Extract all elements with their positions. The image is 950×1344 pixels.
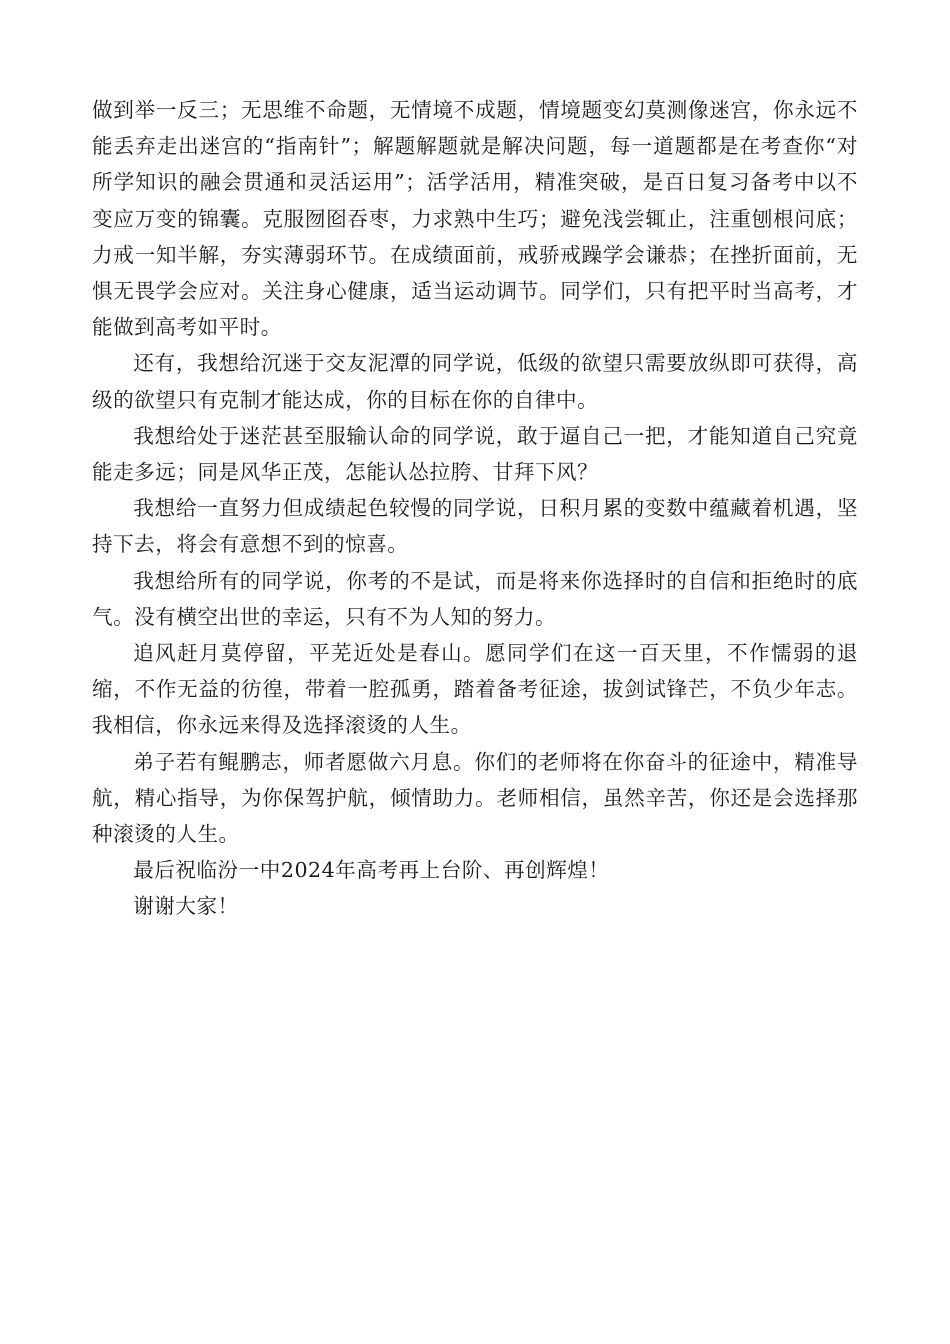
paragraph-advice-slow-progress: 我想给一直努力但成绩起色较慢的同学说，日积月累的变数中蕴藏着机遇，坚持下去，将会有意想不到的惊喜。 xyxy=(92,496,858,557)
speech-body xyxy=(92,92,858,925)
paragraph-advice-all: 我想给所有的同学说，你考的不是试，而是将来你选择时的自信和拒绝时的底气。没有横空出世的幸运，只有不为人知的努力。 xyxy=(92,568,858,629)
paragraph-closing-wish: 最后祝临汾一中2024年高考再上台阶、再创辉煌！ xyxy=(133,858,610,883)
paragraph-teachers: 弟子若有鲲鹏志，师者愿做六月息。你们的老师将在你奋斗的征途中，精准导航，精心指导，为你保驾护航，倾情助力。老师相信，虽然辛苦，你还是会选择那种滚烫的人生。 xyxy=(92,749,858,847)
paragraph-continued: 做到举一反三；无思维不命题，无情境不成题，情境题变幻莫测像迷宫，你永远不能丢弃走出迷宫的“指南针”；解题解题就是解决问题，每一道题都是在考查你“对所学知识的融会贯通和灵活运用”；活学活用，精准突破，是百日复习备考中以不变应万变的锦囊。克服囫囵吞枣，力求熟中生巧；避免浅尝辄止，注重刨根问底；力戒一知半解，夯实薄弱环节。在成绩面前，戒骄戒躁学会谦恭；在挫折面前，无惧无畏学会应对。关注身心健康，适当运动调节。同学们，只有把平时当高考，才能做到高考如平时。 xyxy=(92,98,858,340)
paragraph-advice-confused: 我想给处于迷茫甚至服输认命的同学说，敢于逼自己一把，才能知道自己究竟能走多远；同是风华正茂，怎能认怂拉胯、甘拜下风？ xyxy=(92,423,858,485)
paragraph-advice-social: 还有，我想给沉迷于交友泥潭的同学说，低级的欲望只需要放纵即可获得，高级的欲望只有克制才能达成，你的目标在你的自律中。 xyxy=(92,351,858,412)
paragraph-thanks: 谢谢大家！ xyxy=(133,894,239,919)
paragraph-encouragement: 追风赶月莫停留，平芜近处是春山。愿同学们在这一百天里，不作懦弱的退缩，不作无益的彷徨，带着一腔孤勇，踏着备考征途，拔剑试锋芒，不负少年志。我相信，你永远来得及选择滚烫的人生。 xyxy=(92,641,858,738)
